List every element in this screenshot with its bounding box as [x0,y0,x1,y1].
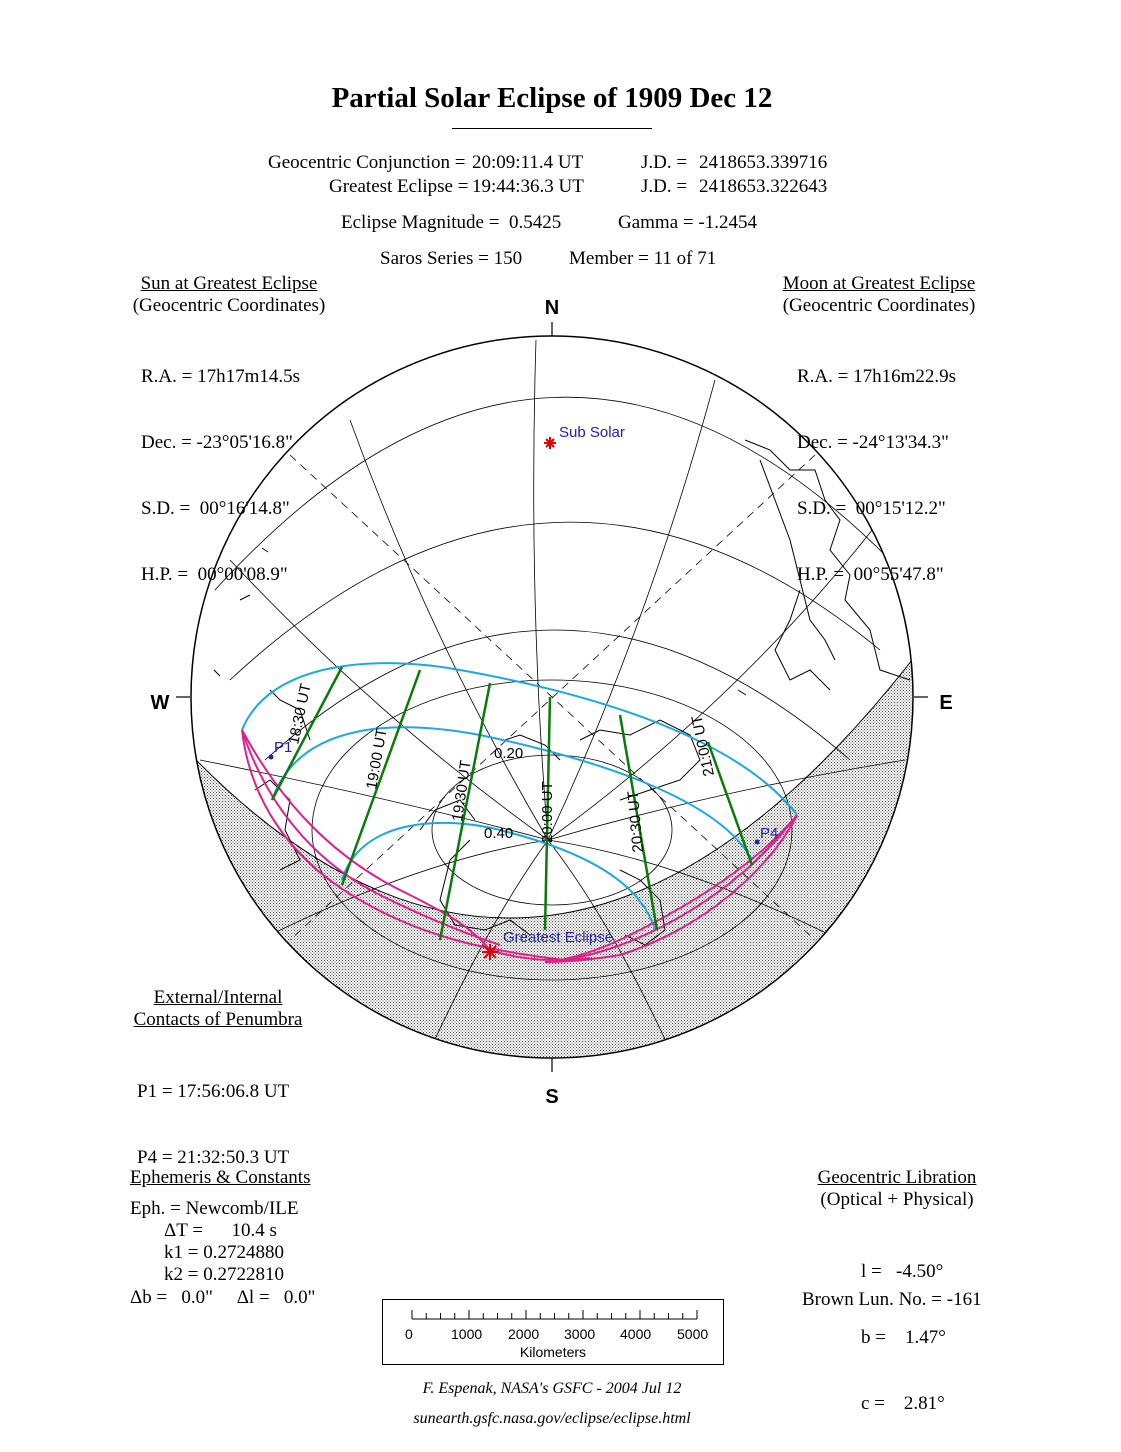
time-label-1830: 18:30 UT [285,681,315,746]
brown-lunation: Brown Lun. No. = -161 [802,1289,982,1310]
sun-hp: H.P. = 00°00'08.9" [141,564,288,585]
scale-box [382,1299,724,1365]
magnitude-label-020: 0.20 [494,745,524,762]
moon-dec: Dec. = -24°13'34.3" [797,432,949,453]
saros-member: Member = 11 of 71 [569,248,717,269]
scale-label-1000: 1000 [451,1326,483,1342]
scale-label-2000: 2000 [508,1326,540,1342]
ephemeris-k2: k2 = 0.2722810 [164,1264,284,1285]
conjunction-label: Geocentric Conjunction = [268,152,471,173]
ephemeris-delta-b-l: Δb = 0.0" Δl = 0.0" [130,1287,316,1308]
saros-series: Saros Series = 150 [380,248,523,269]
ephemeris-heading: Ephemeris & Constants [130,1167,311,1188]
greatest-eclipse-jd-label: J.D. = [641,176,692,197]
page-title: Partial Solar Eclipse of 1909 Dec 12 [331,82,773,114]
sun-heading: Sun at Greatest Eclipse [140,273,318,294]
axis-lines [290,455,815,940]
time-label-2030: 20:30 UT [624,790,647,854]
magnitude-label-040: 0.40 [484,825,514,842]
compass-east: E [939,692,953,714]
libration-heading: Geocentric Libration [817,1167,977,1188]
libration-l: l = -4.50° [861,1261,944,1282]
p4-label: P4 [760,825,779,842]
libration-subheading: (Optical + Physical) [820,1189,974,1210]
contacts-heading: External/Internal [153,987,283,1008]
moon-ra: R.A. = 17h16m22.9s [797,366,957,387]
sun-subheading: (Geocentric Coordinates) [132,295,326,316]
conjunction-time: 20:09:11.4 UT [472,152,584,173]
greatest-eclipse-time: 19:44:36.3 UT [472,176,584,197]
source-url: sunearth.gsfc.nasa.gov/eclipse/eclipse.html [413,1410,691,1427]
outer-penumbra-limit [242,663,797,815]
libration-b: b = 1.47° [861,1327,946,1348]
time-label-1900: 19:00 UT [363,726,391,791]
compass-south: S [545,1086,559,1108]
conjunction-jd: 2418653.339716 [699,152,828,173]
p1-label: P1 [274,739,293,756]
greatest-eclipse-jd: 2418653.322643 [699,176,828,197]
scale-label-3000: 3000 [564,1326,596,1342]
scale-label-0: 0 [405,1326,413,1342]
compass-north: N [544,297,560,319]
sun-dec: Dec. = -23°05'16.8" [141,432,293,453]
sub-solar-label: Sub Solar [559,424,625,441]
ephemeris-k1: k1 = 0.2724880 [164,1242,284,1263]
conjunction-jd-label: J.D. = [641,152,692,173]
moon-hp: H.P. = 00°55'47.8" [797,564,944,585]
greatest-eclipse-label: Greatest Eclipse [503,929,614,946]
gamma: Gamma = -1.2454 [618,212,757,233]
eclipse-magnitude: Eclipse Magnitude = 0.5425 [341,212,562,233]
scale-label-4000: 4000 [620,1326,652,1342]
p1-marker [269,755,274,760]
time-label-2000: 20:00 UT [539,781,556,843]
sun-sd: S.D. = 00°16'14.8" [141,498,290,519]
sub-solar-marker [544,437,556,449]
libration-c: c = 2.81° [861,1393,945,1414]
contact-p4: P4 = 21:32:50.3 UT [137,1147,290,1168]
scale-unit: Kilometers [519,1344,587,1360]
ephemeris-eph: Eph. = Newcomb/ILE [130,1198,299,1219]
greatest-eclipse-marker [482,944,498,960]
contact-p1: P1 = 17:56:06.8 UT [137,1081,290,1102]
moon-sd: S.D. = 00°15'12.2" [797,498,946,519]
p4-marker [755,840,760,845]
time-label-2100: 21:00 UT [688,713,718,778]
scale-label-5000: 5000 [677,1326,709,1342]
moon-heading: Moon at Greatest Eclipse [782,273,976,294]
ephemeris-delta-t: ΔT = 10.4 s [164,1220,277,1241]
sun-ra: R.A. = 17h17m14.5s [141,366,301,387]
greatest-eclipse-label: Greatest Eclipse = [329,176,474,197]
compass-west: W [150,692,170,714]
moon-subheading: (Geocentric Coordinates) [782,295,976,316]
credit: F. Espenak, NASA's GSFC - 2004 Jul 12 [422,1380,682,1397]
time-label-1930: 19:30 UT [449,759,475,823]
contacts-subheading: Contacts of Penumbra [133,1009,303,1030]
